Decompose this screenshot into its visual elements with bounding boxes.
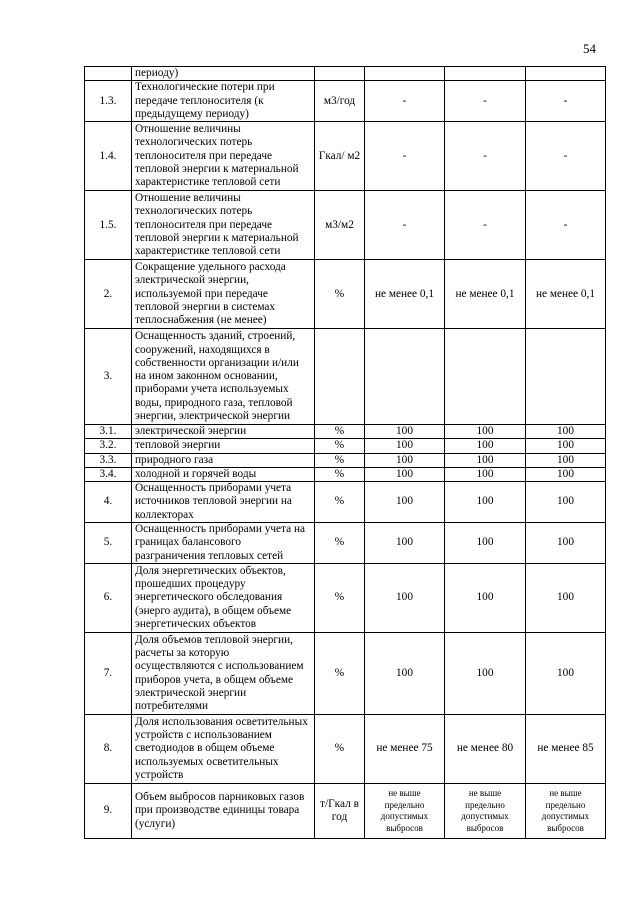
row-value-1: не выше предельно допустимых выбросов [365, 784, 445, 839]
row-indicator: Отношение величины технологических потерь теплоносителя при передаче тепловой энергии к материальной характеристике тепловой сети [132, 122, 315, 191]
row-number: 7. [85, 633, 132, 715]
row-value-1 [365, 329, 445, 425]
row-indicator: Технологические потери при передаче теплоносителя (к предыдущему периоду) [132, 81, 315, 122]
row-value-2: 100 [445, 564, 526, 633]
row-number: 5. [85, 523, 132, 564]
row-indicator: Доля объемов тепловой энергии, расчеты за которую осуществляются с использованием приборов учета, в общем объеме электрической энергии потребителями [132, 633, 315, 715]
row-value-2 [445, 329, 526, 425]
row-value-3: 100 [526, 453, 606, 467]
row-number: 1.5. [85, 191, 132, 260]
row-unit: % [315, 425, 365, 439]
row-number [85, 67, 132, 81]
table-row [85, 425, 606, 439]
row-unit: % [315, 633, 365, 715]
row-value-3: не менее 0,1 [526, 260, 606, 329]
table-row [85, 523, 606, 564]
row-value-3: 100 [526, 633, 606, 715]
row-value-3: не выше предельно допустимых выбросов [526, 784, 606, 839]
row-indicator: Оснащенность приборами учета на границах балансового разграничения тепловых сетей [132, 523, 315, 564]
row-value-3: - [526, 191, 606, 260]
row-number: 3. [85, 329, 132, 425]
row-value-1: 100 [365, 564, 445, 633]
row-value-2: 100 [445, 425, 526, 439]
row-unit: % [315, 482, 365, 523]
row-indicator: тепловой энергии [132, 439, 315, 453]
row-value-1: 100 [365, 453, 445, 467]
row-value-1: не менее 0,1 [365, 260, 445, 329]
table-row [85, 122, 606, 191]
table-row [85, 81, 606, 122]
row-value-3: 100 [526, 523, 606, 564]
row-value-2: 100 [445, 633, 526, 715]
row-indicator: Доля энергетических объектов, прошедших процедуру энергетического обследования (энерго аудита), в общем объеме энергетических объектов [132, 564, 315, 633]
row-value-3: не менее 85 [526, 715, 606, 784]
row-value-1: - [365, 81, 445, 122]
row-unit [315, 329, 365, 425]
row-value-2: - [445, 191, 526, 260]
row-indicator: природного газа [132, 453, 315, 467]
row-number: 3.2. [85, 439, 132, 453]
row-value-1: 100 [365, 633, 445, 715]
row-value-1: 100 [365, 425, 445, 439]
row-value-1: - [365, 191, 445, 260]
row-indicator: периоду) [132, 67, 315, 81]
row-value-1: 100 [365, 482, 445, 523]
indicators-table [84, 66, 606, 839]
row-unit: % [315, 453, 365, 467]
row-number: 3.3. [85, 453, 132, 467]
row-unit: м3/год [315, 81, 365, 122]
row-number: 1.3. [85, 81, 132, 122]
row-number: 3.1. [85, 425, 132, 439]
row-value-1: не менее 75 [365, 715, 445, 784]
row-number: 4. [85, 482, 132, 523]
row-value-1: 100 [365, 523, 445, 564]
row-value-1: 100 [365, 467, 445, 481]
table-row [85, 715, 606, 784]
table-row [85, 564, 606, 633]
row-value-2: 100 [445, 523, 526, 564]
row-value-2: 100 [445, 453, 526, 467]
table-row [85, 453, 606, 467]
row-indicator: Сокращение удельного расхода электрической энергии, используемой при передаче тепловой энергии в системах теплоснабжения (не менее) [132, 260, 315, 329]
row-value-2: - [445, 122, 526, 191]
table-row [85, 784, 606, 839]
row-unit: м3/м2 [315, 191, 365, 260]
row-unit: % [315, 564, 365, 633]
row-unit: % [315, 523, 365, 564]
row-unit: % [315, 439, 365, 453]
row-indicator: Оснащенность приборами учета источников тепловой энергии на коллекторах [132, 482, 315, 523]
row-value-3: 100 [526, 425, 606, 439]
page-number: 54 [583, 41, 596, 56]
row-number: 8. [85, 715, 132, 784]
row-value-3 [526, 329, 606, 425]
row-value-3 [526, 67, 606, 81]
row-number: 1.4. [85, 122, 132, 191]
row-unit: % [315, 467, 365, 481]
row-value-1: 100 [365, 439, 445, 453]
row-unit: % [315, 260, 365, 329]
row-value-3: 100 [526, 467, 606, 481]
row-unit [315, 67, 365, 81]
row-value-3: - [526, 81, 606, 122]
table-row [85, 482, 606, 523]
row-value-2: не менее 80 [445, 715, 526, 784]
row-indicator: Доля использования осветительных устройств с использованием светодиодов в общем объеме используемых осветительных устройств [132, 715, 315, 784]
row-indicator: Объем выбросов парниковых газов при производстве единицы товара (услуги) [132, 784, 315, 839]
row-value-3: - [526, 122, 606, 191]
row-indicator: Отношение величины технологических потерь теплоносителя при передаче тепловой энергии к материальной характеристике тепловой сети [132, 191, 315, 260]
row-value-2: 100 [445, 439, 526, 453]
row-indicator: холодной и горячей воды [132, 467, 315, 481]
row-value-3: 100 [526, 482, 606, 523]
row-number: 2. [85, 260, 132, 329]
row-number: 6. [85, 564, 132, 633]
row-value-1: - [365, 122, 445, 191]
row-value-3: 100 [526, 439, 606, 453]
row-value-2 [445, 67, 526, 81]
row-value-2: 100 [445, 482, 526, 523]
row-unit: т/Гкал в год [315, 784, 365, 839]
table-row [85, 633, 606, 715]
row-indicator: Оснащенность зданий, строений, сооружений, находящихся в собственности организации и/или на ином законном основании, приборами учета используемых воды, природного газа, тепловой энергии, электрической энергии [132, 329, 315, 425]
table-row [85, 439, 606, 453]
table-row [85, 191, 606, 260]
row-value-2: не менее 0,1 [445, 260, 526, 329]
table-row [85, 329, 606, 425]
row-number: 3.4. [85, 467, 132, 481]
row-value-1 [365, 67, 445, 81]
row-unit: % [315, 715, 365, 784]
table-row [85, 67, 606, 81]
row-unit: Гкал/ м2 [315, 122, 365, 191]
row-value-2: 100 [445, 467, 526, 481]
row-value-2: - [445, 81, 526, 122]
table-row [85, 260, 606, 329]
row-value-2: не выше предельно допустимых выбросов [445, 784, 526, 839]
row-value-3: 100 [526, 564, 606, 633]
row-indicator: электрической энергии [132, 425, 315, 439]
row-number: 9. [85, 784, 132, 839]
table-row [85, 467, 606, 481]
